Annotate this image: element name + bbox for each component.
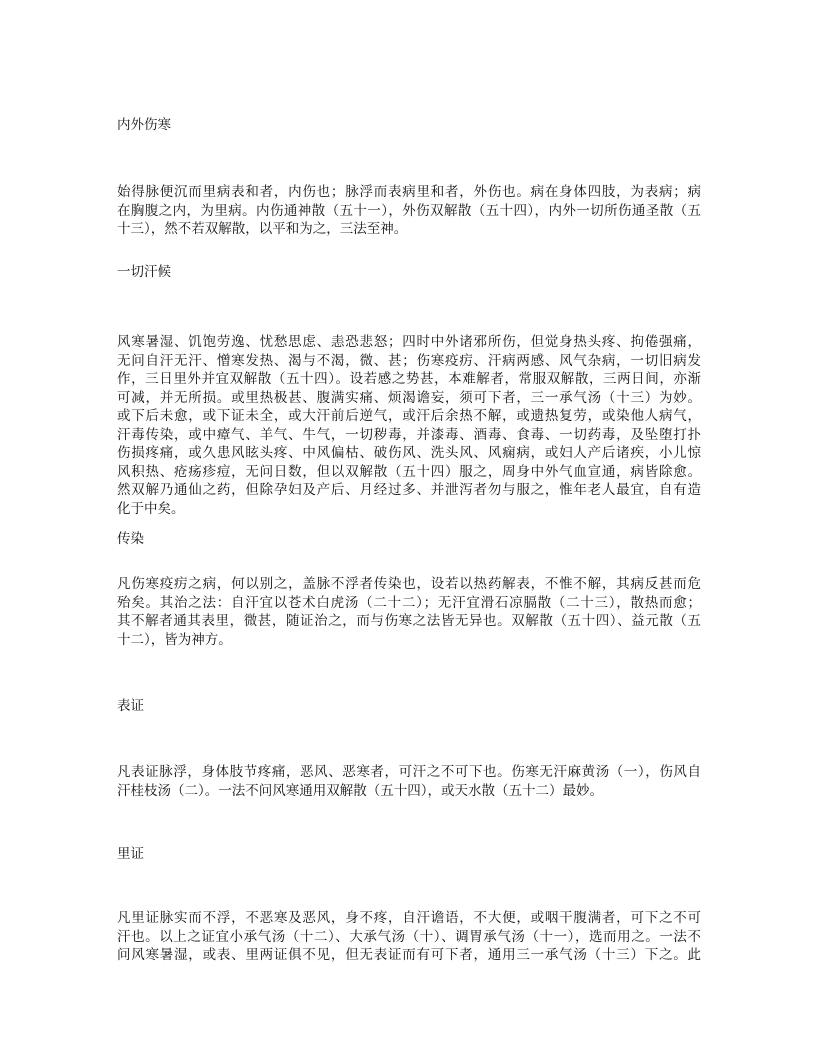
section-heading: 表证 xyxy=(117,698,144,714)
section-paragraph xyxy=(117,909,701,965)
text-line: 凡里证脉实而不浮，不恶寒及恶风，身不疼，自汗谵语，不大便，或咽干腹满者，可下之不可 xyxy=(117,910,701,926)
text-line: 伤损疼痛，或久患风眩头疼、中风偏枯、破伤风、洗头风、风痫病，或妇人产后诸疾，小儿惊 xyxy=(117,445,701,461)
text-line: 化于中矣。 xyxy=(117,500,185,517)
section-paragraph xyxy=(117,333,701,518)
section-heading: 一切汗候 xyxy=(117,264,171,280)
text-line: 其不解者通其表里，微甚，随证治之，而与伤寒之法皆无异也。双解散（五十四）、益元散（五 xyxy=(117,613,701,629)
text-line: 汗毒传染，或中瘴气、羊气、牛气，一切秽毒，并漆毒、酒毒、食毒、一切药毒，及坠堕打扑 xyxy=(117,426,701,443)
text-line: 然双解乃通仙之药，但除孕妇及产后、月经过多、并泄泻者勿与服之，惟年老人最宜，自有造 xyxy=(117,482,701,498)
text-line: 或下后未愈，或下证未全，或大汗前后逆气，或汗后余热不解，或遗热复劳，或染他人病气， xyxy=(117,408,701,424)
section-heading: 传染 xyxy=(117,531,144,547)
text-line: 风积热、疮疡疹痘，无问日数，但以双解散（五十四）服之，周身中外气血宣通，病皆除愈。 xyxy=(117,463,701,480)
text-line: 汗也。以上之证宜小承气汤（十二）、大承气汤（十）、调胃承气汤（十一），选而用之。一法不 xyxy=(117,928,701,945)
text-line: 凡伤寒疫疠之病，何以别之，盖脉不浮者传染也，设若以热药解表，不惟不解，其病反甚而危 xyxy=(117,576,701,592)
text-line: 十二），皆为神方。 xyxy=(117,631,232,648)
section-paragraph xyxy=(117,575,701,649)
section-paragraph xyxy=(117,763,701,800)
text-line: 始得脉便沉而里病表和者，内伤也；脉浮而表病里和者，外伤也。病在身体四肢，为表病；病 xyxy=(117,184,701,200)
text-line: 无问自汗无汗、憎寒发热、渴与不渴，微、甚；伤寒疫疠、汗病两感、风气杂病，一切旧病发 xyxy=(117,352,701,369)
section-heading: 里证 xyxy=(117,846,144,862)
text-line: 在胸腹之内，为里病。内伤通神散（五十一），外伤双解散（五十四），内外一切所伤通圣散（五 xyxy=(117,202,701,219)
text-line: 凡表证脉浮，身体肢节疼痛，恶风、恶寒者，可汗之不可下也。伤寒无汗麻黄汤（一），伤风自 xyxy=(117,764,701,780)
text-line: 风寒暑湿、饥饱劳逸、忧愁思虑、恚恐悲怒；四时中外诸邪所伤，但觉身热头疼、拘倦强痛， xyxy=(117,334,701,350)
section-heading: 内外伤寒 xyxy=(117,117,171,133)
text-line: 殆矣。其治之法：自汗宜以苍术白虎汤（二十二）；无汗宜滑石凉膈散（二十三），散热而愈； xyxy=(117,594,701,611)
text-line: 作，三日里外并宜双解散（五十四）。设若感之势甚，本难解者，常服双解散，三两日间，亦渐 xyxy=(117,371,701,387)
section-paragraph xyxy=(117,183,701,239)
text-line: 问风寒暑湿，或表、里两证俱不见，但无表证而有可下者，通用三一承气汤（十三）下之。此 xyxy=(117,947,701,963)
text-line: 可减，并无所损。或里热极甚、腹满实痛、烦渴谵妄，须可下者，三一承气汤（十三）为妙。 xyxy=(117,389,701,406)
text-line: 汗桂枝汤（二）。一法不问风寒通用双解散（五十四），或天水散（五十二）最妙。 xyxy=(117,782,603,799)
text-line: 十三），然不若双解散，以平和为之，三法至神。 xyxy=(117,221,408,237)
